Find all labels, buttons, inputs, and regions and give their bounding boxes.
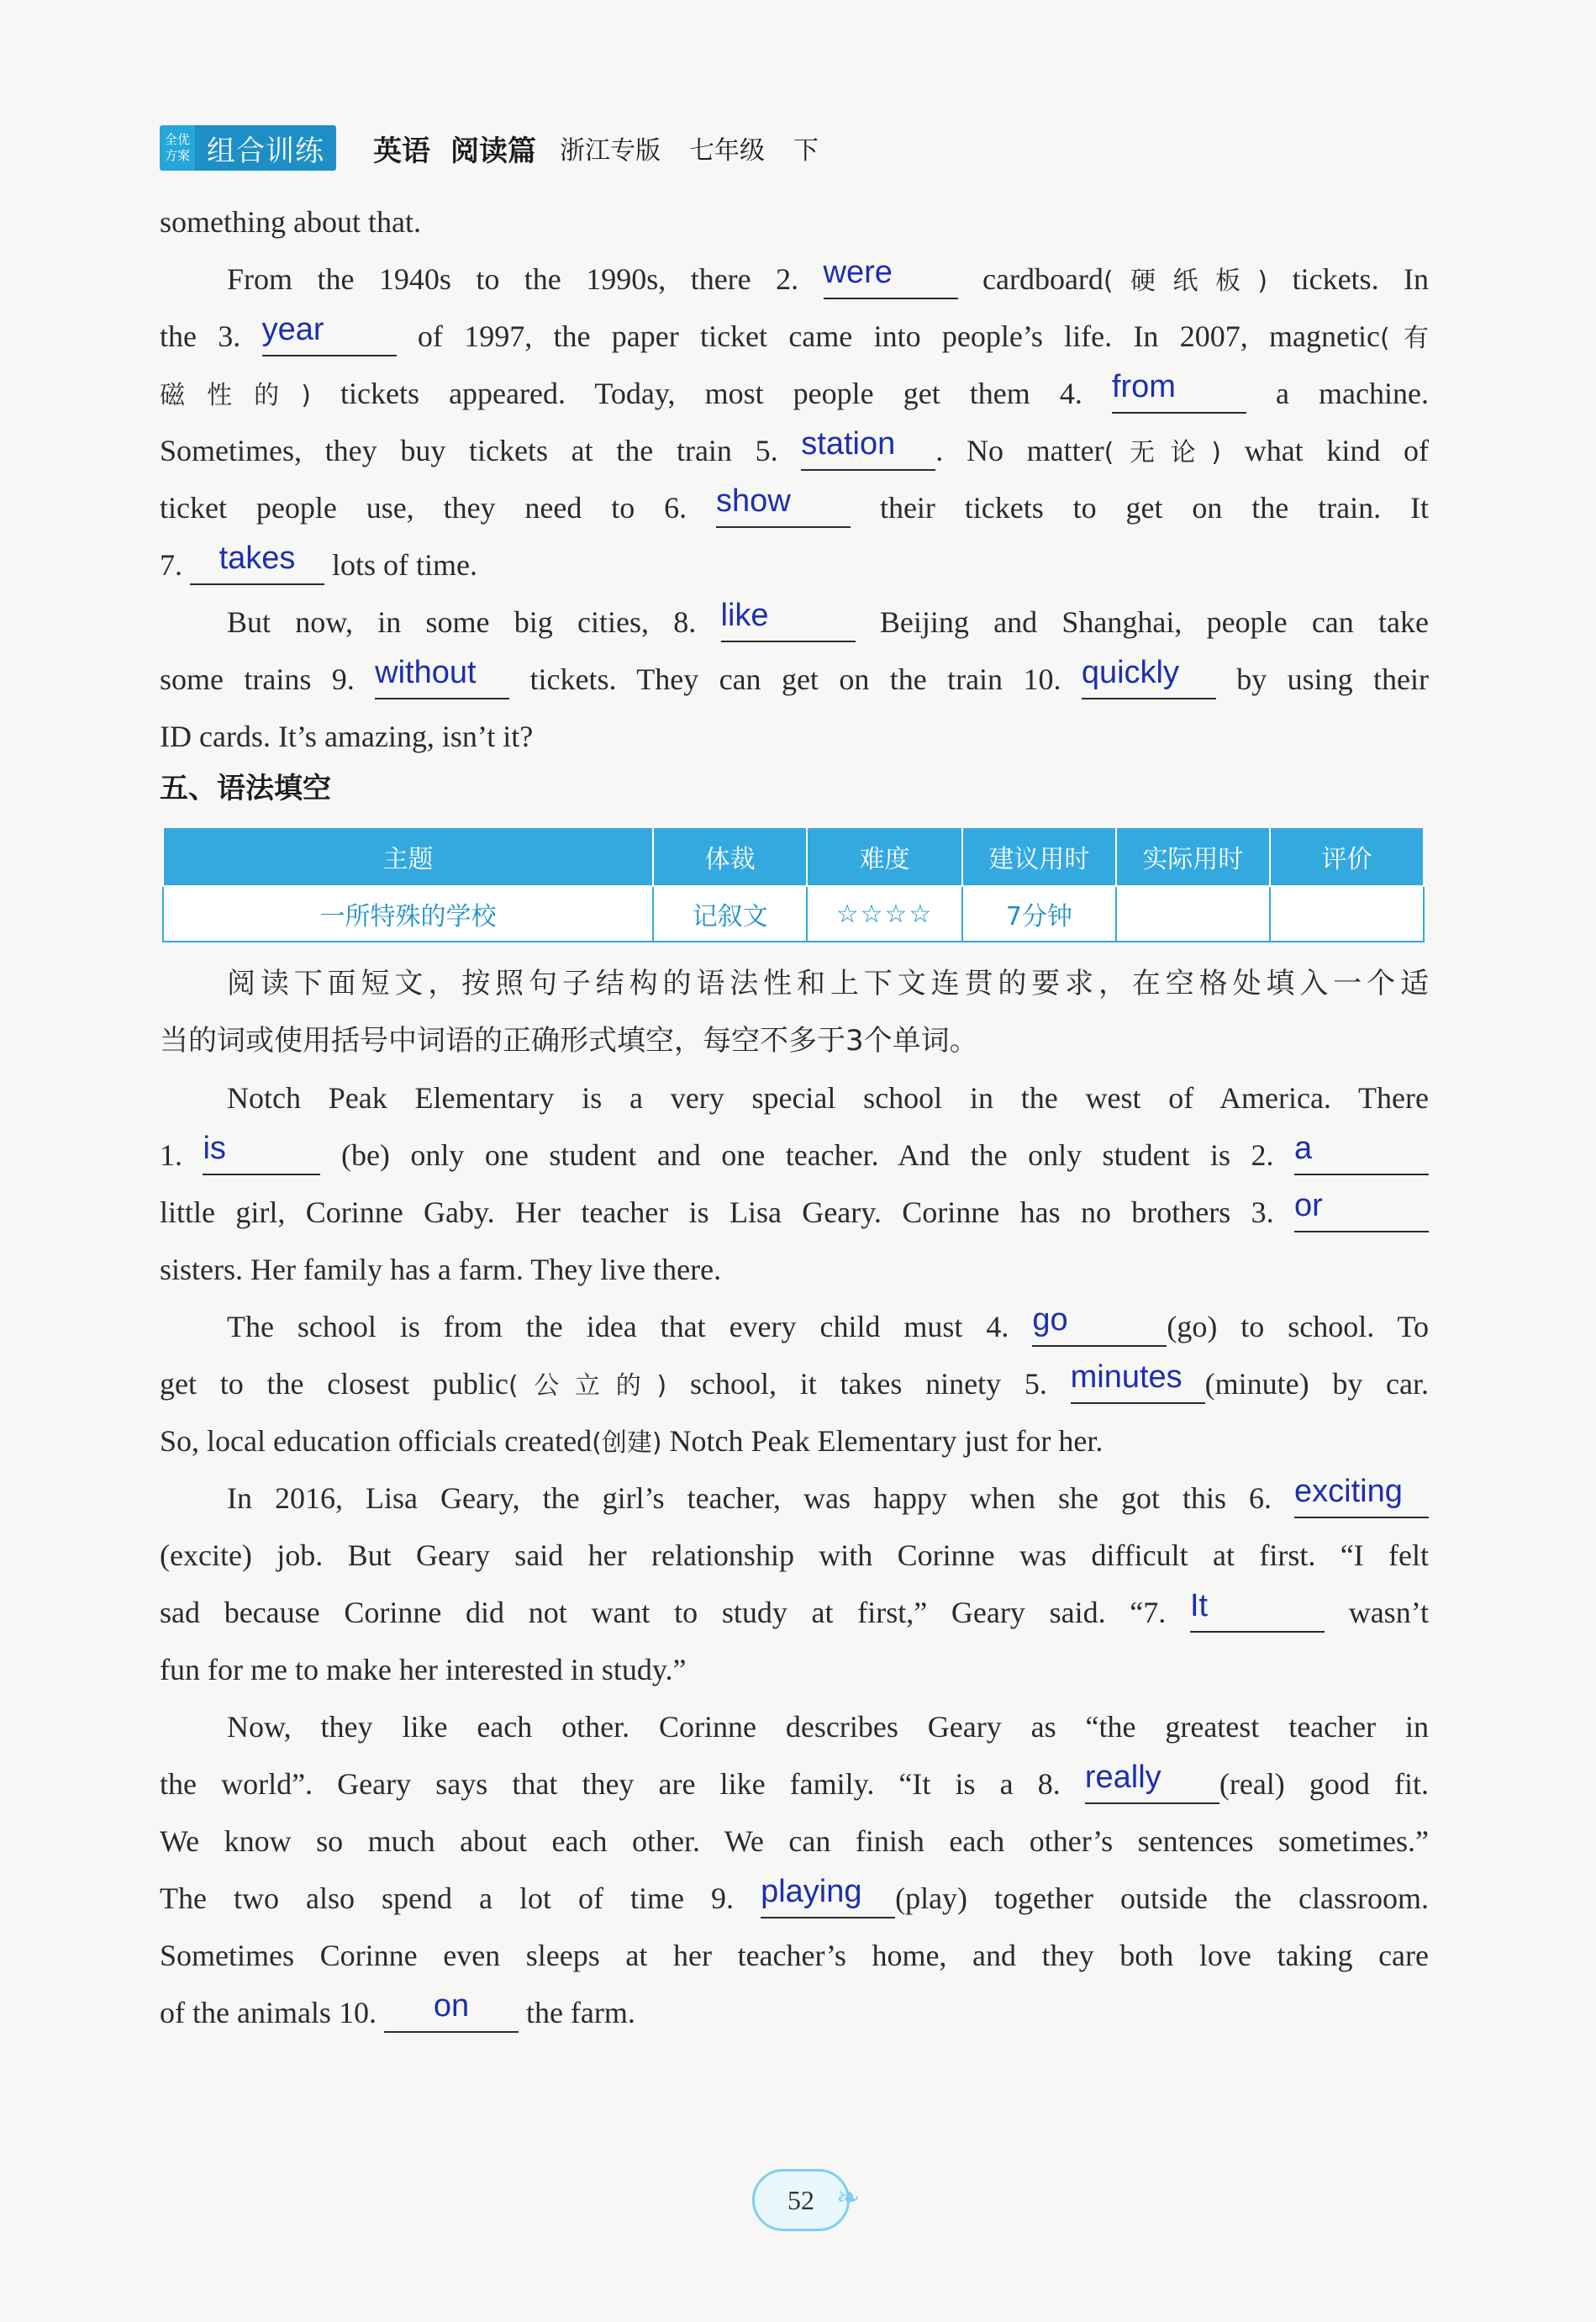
logo-title: 组合训练 bbox=[195, 125, 336, 171]
answer-blank[interactable]: station bbox=[801, 432, 935, 471]
instruction-line: 阅读下面短文，按照句子结构的语法性和上下文连贯的要求，在空格处填入一个适 bbox=[227, 967, 1429, 1000]
table-header: 主题 bbox=[163, 828, 653, 886]
logo-bottom-text: 方案 bbox=[165, 148, 191, 163]
answer-blank[interactable]: like bbox=[721, 604, 856, 642]
table-header: 实际用时 bbox=[1116, 828, 1270, 886]
passage-line: Sometimes, they buy tickets at the train 5. station . No matter(无论) what kind of bbox=[160, 422, 1429, 479]
table-row bbox=[163, 886, 1424, 942]
rating-cell[interactable] bbox=[1270, 886, 1424, 942]
exercise-info-table bbox=[162, 828, 1425, 942]
actual-time-cell[interactable] bbox=[1116, 886, 1270, 942]
answer-blank[interactable]: really bbox=[1085, 1765, 1219, 1804]
logo-top-text: 全优 bbox=[165, 132, 191, 147]
passage-line: sad because Corinne did not want to study at first,” Geary said. “7. It wasn’t bbox=[160, 1584, 1429, 1641]
page-number: 52 bbox=[752, 2169, 850, 2231]
answer-blank[interactable]: quickly bbox=[1082, 661, 1216, 699]
answer-blank[interactable]: takes bbox=[190, 546, 324, 585]
passage-line: From the 1940s to the 1990s, there 2. were cardboard(硬纸板) tickets. In bbox=[160, 251, 1429, 308]
answer-blank[interactable]: playing bbox=[761, 1880, 895, 1918]
passage-line: Now, they like each other. Corinne describes Geary as “the greatest teacher in bbox=[227, 1710, 1429, 1744]
leaf-decoration-icon: ❧ bbox=[836, 2182, 861, 2214]
passage-line: the 3. year of 1997, the paper ticket came into people’s life. In 2007, magnetic(有 bbox=[160, 308, 1429, 365]
passage-line: some trains 9. without tickets. They can get on the train 10. quickly by using their bbox=[160, 651, 1429, 708]
answer-blank[interactable]: It bbox=[1190, 1594, 1325, 1633]
genre-cell: 记叙文 bbox=[653, 886, 807, 942]
passage-line: The school is from the idea that every child must 4. go (go) to school. To bbox=[160, 1298, 1429, 1355]
table-header: 建议用时 bbox=[962, 828, 1116, 886]
passage-line: something about that. bbox=[160, 205, 421, 239]
passage-line: of the animals 10. on the farm. bbox=[160, 1984, 1429, 2041]
table-header: 体裁 bbox=[653, 828, 807, 886]
difficulty-stars: ☆☆☆☆ bbox=[807, 886, 962, 942]
answer-blank[interactable]: on bbox=[384, 1994, 519, 2033]
table-header-row bbox=[163, 828, 1424, 886]
answer-blank[interactable]: were bbox=[824, 261, 958, 299]
header-grade: 七年级 bbox=[689, 136, 766, 166]
answer-blank[interactable]: show bbox=[716, 489, 851, 528]
series-logo bbox=[160, 125, 336, 171]
answer-blank[interactable]: go bbox=[1032, 1308, 1167, 1347]
passage-line: get to the closest public(公立的) school, it takes ninety 5. minutes (minute) by car. bbox=[160, 1355, 1429, 1412]
answer-blank[interactable]: or bbox=[1294, 1194, 1429, 1232]
table-header: 评价 bbox=[1270, 828, 1424, 886]
passage-line: But now, in some big cities, 8. like Beijing and Shanghai, people can take bbox=[160, 594, 1429, 651]
passage-line: the world”. Geary says that they are like family. “It is a 8. really (real) good fit. bbox=[160, 1755, 1429, 1813]
passage-line: Sometimes Corinne even sleeps at her teacher’s home, and they both love taking care bbox=[160, 1939, 1429, 1972]
page-header bbox=[160, 124, 819, 172]
section-title: 五、语法填空 bbox=[160, 772, 331, 805]
passage-line: ticket people use, they need to 6. show their tickets to get on the train. It bbox=[160, 479, 1429, 536]
passage-line: 7. takes lots of time. bbox=[160, 536, 1429, 594]
instruction-line: 当的词或使用括号中词语的正确形式填空，每空不多于3个单词。 bbox=[160, 1024, 978, 1058]
header-term: 下 bbox=[793, 136, 819, 166]
passage-line: So, local education officials created(创建) Notch Peak Elementary just for her. bbox=[160, 1424, 1104, 1458]
passage-line: Notch Peak Elementary is a very special school in the west of America. There bbox=[227, 1081, 1429, 1115]
passage-line: We know so much about each other. We can finish each other’s sentences sometimes.” bbox=[160, 1824, 1429, 1858]
answer-blank[interactable]: a bbox=[1294, 1137, 1429, 1175]
answer-blank[interactable]: year bbox=[262, 318, 397, 356]
page-number-badge bbox=[752, 2169, 878, 2245]
passage-line: 磁性的) tickets appeared. Today, most people get them 4. from a machine. bbox=[160, 365, 1429, 422]
passage-line: ID cards. It’s amazing, isn’t it? bbox=[160, 720, 534, 753]
suggested-time-cell: 7分钟 bbox=[962, 886, 1116, 942]
answer-blank[interactable]: exciting bbox=[1294, 1480, 1429, 1518]
header-edition: 浙江专版 bbox=[560, 136, 661, 166]
passage-line: fun for me to make her interested in study.” bbox=[160, 1653, 687, 1686]
header-book: 阅读篇 bbox=[450, 134, 537, 168]
answer-blank[interactable]: without bbox=[375, 661, 509, 699]
topic-cell: 一所特殊的学校 bbox=[163, 886, 653, 942]
passage-line: sisters. Her family has a farm. They live there. bbox=[160, 1253, 722, 1286]
answer-blank[interactable]: is bbox=[203, 1137, 320, 1175]
passage-line: 1. is (be) only one student and one teacher. And the only student is 2. a bbox=[160, 1127, 1429, 1184]
header-subject: 英语 bbox=[373, 134, 431, 168]
passage-one bbox=[160, 193, 1429, 765]
passage-two bbox=[160, 955, 1429, 2041]
passage-line: (excite) job. But Geary said her relationship with Corinne was difficult at first. “I felt bbox=[160, 1538, 1429, 1572]
answer-blank[interactable]: from bbox=[1112, 375, 1246, 414]
passage-line: The two also spend a lot of time 9. playing (play) together outside the classroom. bbox=[160, 1870, 1429, 1927]
answer-blank[interactable]: minutes bbox=[1071, 1365, 1205, 1404]
passage-line: In 2016, Lisa Geary, the girl’s teacher, was happy when she got this 6. exciting bbox=[160, 1470, 1429, 1527]
table-header: 难度 bbox=[807, 828, 962, 886]
passage-line: little girl, Corinne Gaby. Her teacher is Lisa Geary. Corinne has no brothers 3. or bbox=[160, 1184, 1429, 1241]
logo-badge bbox=[160, 125, 195, 171]
